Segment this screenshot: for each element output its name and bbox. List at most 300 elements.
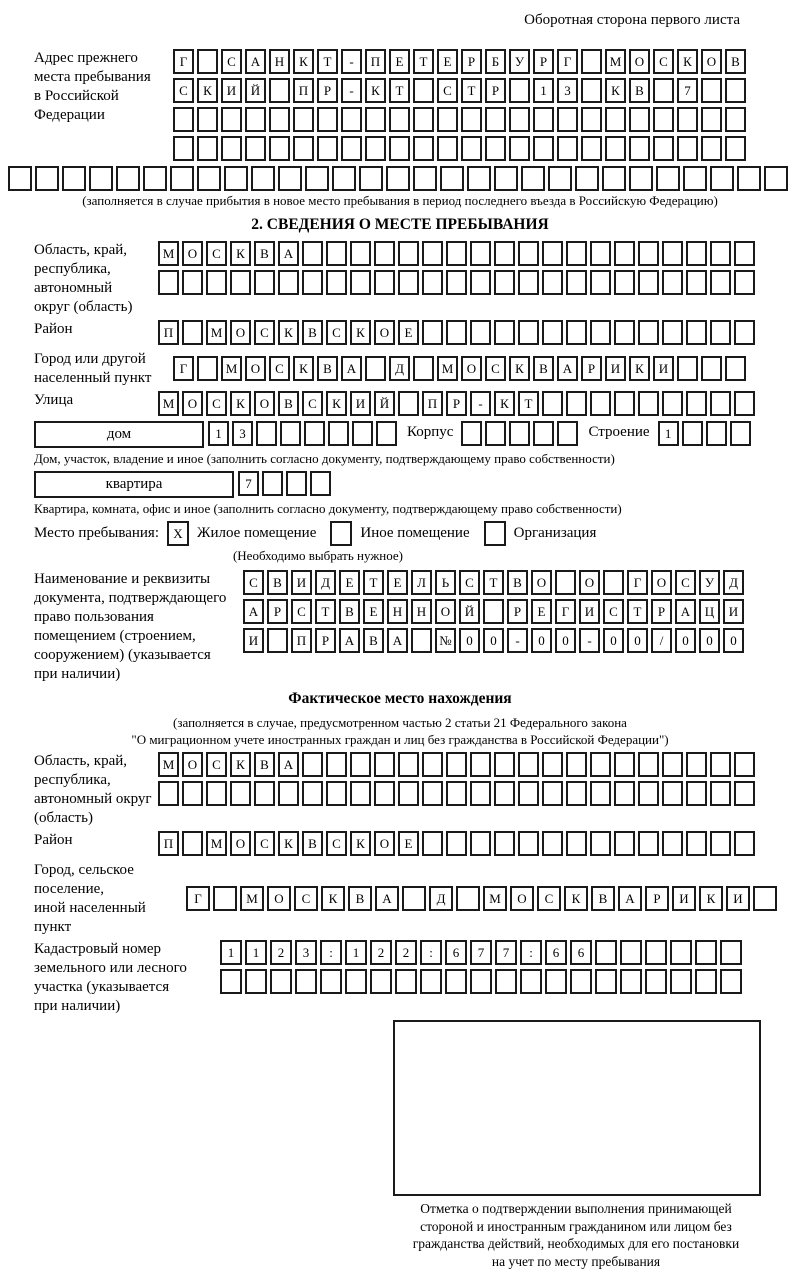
- char-cell[interactable]: 7: [470, 940, 492, 965]
- char-cell[interactable]: [420, 969, 442, 994]
- char-cell[interactable]: [494, 752, 515, 777]
- char-cell[interactable]: [518, 270, 539, 295]
- char-cell[interactable]: [182, 831, 203, 856]
- char-cell[interactable]: 0: [603, 628, 624, 653]
- char-cell[interactable]: [645, 940, 667, 965]
- char-cell[interactable]: [590, 752, 611, 777]
- char-cell[interactable]: [686, 752, 707, 777]
- char-cell[interactable]: [686, 781, 707, 806]
- char-cell[interactable]: [374, 241, 395, 266]
- char-cell[interactable]: [359, 166, 383, 191]
- char-cell[interactable]: [35, 166, 59, 191]
- char-cell[interactable]: С: [294, 886, 318, 911]
- char-cell[interactable]: [446, 270, 467, 295]
- char-cell[interactable]: Д: [429, 886, 453, 911]
- char-cell[interactable]: [422, 270, 443, 295]
- char-cell[interactable]: [662, 270, 683, 295]
- char-cell[interactable]: [302, 241, 323, 266]
- char-cell[interactable]: К: [494, 391, 515, 416]
- char-cell[interactable]: [413, 78, 434, 103]
- char-cell[interactable]: [440, 166, 464, 191]
- char-cell[interactable]: О: [182, 752, 203, 777]
- char-cell[interactable]: [317, 107, 338, 132]
- char-cell[interactable]: [326, 752, 347, 777]
- char-cell[interactable]: [213, 886, 237, 911]
- char-cell[interactable]: Е: [389, 49, 410, 74]
- char-cell[interactable]: Т: [627, 599, 648, 624]
- char-cell[interactable]: О: [182, 391, 203, 416]
- char-cell[interactable]: В: [339, 599, 360, 624]
- char-cell[interactable]: [753, 886, 777, 911]
- char-cell[interactable]: С: [537, 886, 561, 911]
- char-cell[interactable]: С: [485, 356, 506, 381]
- char-cell[interactable]: [581, 78, 602, 103]
- char-cell[interactable]: [350, 781, 371, 806]
- char-cell[interactable]: [350, 241, 371, 266]
- char-cell[interactable]: [590, 270, 611, 295]
- char-cell[interactable]: [422, 320, 443, 345]
- char-cell[interactable]: [701, 78, 722, 103]
- char-cell[interactable]: [461, 136, 482, 161]
- char-cell[interactable]: В: [591, 886, 615, 911]
- char-cell[interactable]: [542, 752, 563, 777]
- char-cell[interactable]: И: [243, 628, 264, 653]
- char-cell[interactable]: [710, 831, 731, 856]
- char-cell[interactable]: [398, 781, 419, 806]
- char-cell[interactable]: [710, 241, 731, 266]
- char-cell[interactable]: [270, 969, 292, 994]
- char-cell[interactable]: [317, 136, 338, 161]
- char-cell[interactable]: М: [240, 886, 264, 911]
- char-cell[interactable]: Р: [461, 49, 482, 74]
- char-cell[interactable]: [158, 781, 179, 806]
- char-cell[interactable]: [542, 831, 563, 856]
- char-cell[interactable]: [662, 391, 683, 416]
- char-cell[interactable]: А: [278, 241, 299, 266]
- char-cell[interactable]: [686, 320, 707, 345]
- char-cell[interactable]: -: [507, 628, 528, 653]
- char-cell[interactable]: 6: [545, 940, 567, 965]
- char-cell[interactable]: [286, 471, 307, 496]
- char-cell[interactable]: М: [605, 49, 626, 74]
- char-cell[interactable]: [720, 969, 742, 994]
- char-cell[interactable]: М: [158, 752, 179, 777]
- char-cell[interactable]: 0: [531, 628, 552, 653]
- char-cell[interactable]: 2: [270, 940, 292, 965]
- char-cell[interactable]: [446, 752, 467, 777]
- char-cell[interactable]: 6: [445, 940, 467, 965]
- char-cell[interactable]: [720, 940, 742, 965]
- char-cell[interactable]: [278, 781, 299, 806]
- char-cell[interactable]: [725, 78, 746, 103]
- char-cell[interactable]: Ц: [699, 599, 720, 624]
- char-cell[interactable]: [302, 781, 323, 806]
- char-cell[interactable]: [224, 166, 248, 191]
- char-cell[interactable]: [389, 107, 410, 132]
- char-cell[interactable]: [278, 166, 302, 191]
- char-cell[interactable]: И: [291, 570, 312, 595]
- char-cell[interactable]: :: [520, 940, 542, 965]
- char-cell[interactable]: Р: [581, 356, 602, 381]
- char-cell[interactable]: [470, 320, 491, 345]
- char-cell[interactable]: С: [326, 320, 347, 345]
- char-cell[interactable]: [734, 781, 755, 806]
- char-cell[interactable]: [470, 969, 492, 994]
- char-cell[interactable]: [413, 107, 434, 132]
- char-cell[interactable]: И: [221, 78, 242, 103]
- char-cell[interactable]: [143, 166, 167, 191]
- char-cell[interactable]: [629, 107, 650, 132]
- char-cell[interactable]: Г: [173, 356, 194, 381]
- char-cell[interactable]: К: [278, 831, 299, 856]
- char-cell[interactable]: К: [197, 78, 218, 103]
- char-cell[interactable]: [701, 356, 722, 381]
- char-cell[interactable]: [485, 136, 506, 161]
- checkbox-residential[interactable]: X: [167, 521, 189, 546]
- char-cell[interactable]: [545, 969, 567, 994]
- char-cell[interactable]: [230, 270, 251, 295]
- char-cell[interactable]: О: [510, 886, 534, 911]
- char-cell[interactable]: -: [470, 391, 491, 416]
- char-cell[interactable]: А: [245, 49, 266, 74]
- checkbox-other-premises[interactable]: [330, 521, 352, 546]
- char-cell[interactable]: [670, 940, 692, 965]
- char-cell[interactable]: П: [365, 49, 386, 74]
- char-cell[interactable]: [461, 107, 482, 132]
- char-cell[interactable]: [485, 421, 506, 446]
- char-cell[interactable]: [411, 628, 432, 653]
- char-cell[interactable]: П: [291, 628, 312, 653]
- char-cell[interactable]: [656, 166, 680, 191]
- char-cell[interactable]: [269, 107, 290, 132]
- char-cell[interactable]: [533, 107, 554, 132]
- char-cell[interactable]: Т: [461, 78, 482, 103]
- char-cell[interactable]: Д: [723, 570, 744, 595]
- char-cell[interactable]: В: [507, 570, 528, 595]
- char-cell[interactable]: [422, 781, 443, 806]
- char-cell[interactable]: [370, 969, 392, 994]
- char-cell[interactable]: С: [326, 831, 347, 856]
- char-cell[interactable]: [402, 886, 426, 911]
- char-cell[interactable]: [638, 320, 659, 345]
- char-cell[interactable]: Е: [339, 570, 360, 595]
- char-cell[interactable]: [701, 136, 722, 161]
- char-cell[interactable]: [710, 781, 731, 806]
- char-cell[interactable]: [509, 78, 530, 103]
- char-cell[interactable]: А: [375, 886, 399, 911]
- char-cell[interactable]: А: [675, 599, 696, 624]
- char-cell[interactable]: [662, 831, 683, 856]
- char-cell[interactable]: [302, 752, 323, 777]
- char-cell[interactable]: [686, 391, 707, 416]
- char-cell[interactable]: Т: [389, 78, 410, 103]
- char-cell[interactable]: А: [341, 356, 362, 381]
- char-cell[interactable]: [182, 270, 203, 295]
- char-cell[interactable]: 6: [570, 940, 592, 965]
- char-cell[interactable]: О: [629, 49, 650, 74]
- char-cell[interactable]: [603, 570, 624, 595]
- char-cell[interactable]: [62, 166, 86, 191]
- char-cell[interactable]: [605, 107, 626, 132]
- char-cell[interactable]: [278, 270, 299, 295]
- char-cell[interactable]: В: [278, 391, 299, 416]
- char-cell[interactable]: [614, 270, 635, 295]
- char-cell[interactable]: [620, 940, 642, 965]
- char-cell[interactable]: [581, 107, 602, 132]
- char-cell[interactable]: С: [243, 570, 264, 595]
- char-cell[interactable]: К: [230, 241, 251, 266]
- char-cell[interactable]: [320, 969, 342, 994]
- char-cell[interactable]: О: [461, 356, 482, 381]
- char-cell[interactable]: [413, 356, 434, 381]
- char-cell[interactable]: [509, 107, 530, 132]
- char-cell[interactable]: [725, 107, 746, 132]
- char-cell[interactable]: 0: [459, 628, 480, 653]
- char-cell[interactable]: [566, 391, 587, 416]
- char-cell[interactable]: О: [374, 320, 395, 345]
- char-cell[interactable]: Г: [173, 49, 194, 74]
- char-cell[interactable]: [386, 166, 410, 191]
- char-cell[interactable]: [395, 969, 417, 994]
- char-cell[interactable]: [662, 241, 683, 266]
- char-cell[interactable]: Р: [267, 599, 288, 624]
- char-cell[interactable]: В: [254, 752, 275, 777]
- char-cell[interactable]: [494, 166, 518, 191]
- char-cell[interactable]: [470, 241, 491, 266]
- char-cell[interactable]: /: [651, 628, 672, 653]
- char-cell[interactable]: С: [675, 570, 696, 595]
- char-cell[interactable]: [662, 752, 683, 777]
- char-cell[interactable]: -: [579, 628, 600, 653]
- char-cell[interactable]: [221, 136, 242, 161]
- char-cell[interactable]: 0: [555, 628, 576, 653]
- char-cell[interactable]: :: [320, 940, 342, 965]
- char-cell[interactable]: [197, 107, 218, 132]
- char-cell[interactable]: [494, 831, 515, 856]
- char-cell[interactable]: Е: [398, 831, 419, 856]
- char-cell[interactable]: М: [206, 320, 227, 345]
- char-cell[interactable]: [670, 969, 692, 994]
- char-cell[interactable]: -: [341, 49, 362, 74]
- char-cell[interactable]: 1: [220, 940, 242, 965]
- char-cell[interactable]: [326, 781, 347, 806]
- char-cell[interactable]: П: [293, 78, 314, 103]
- char-cell[interactable]: [350, 270, 371, 295]
- char-cell[interactable]: О: [267, 886, 291, 911]
- char-cell[interactable]: [590, 781, 611, 806]
- char-cell[interactable]: [683, 166, 707, 191]
- char-cell[interactable]: [461, 421, 482, 446]
- char-cell[interactable]: К: [326, 391, 347, 416]
- char-cell[interactable]: 3: [232, 421, 253, 446]
- char-cell[interactable]: Н: [269, 49, 290, 74]
- char-cell[interactable]: [764, 166, 788, 191]
- char-cell[interactable]: [267, 628, 288, 653]
- char-cell[interactable]: В: [317, 356, 338, 381]
- char-cell[interactable]: [590, 831, 611, 856]
- char-cell[interactable]: [332, 166, 356, 191]
- char-cell[interactable]: [518, 241, 539, 266]
- char-cell[interactable]: К: [629, 356, 650, 381]
- char-cell[interactable]: [413, 166, 437, 191]
- char-cell[interactable]: [614, 831, 635, 856]
- char-cell[interactable]: [570, 969, 592, 994]
- char-cell[interactable]: М: [437, 356, 458, 381]
- char-cell[interactable]: [374, 270, 395, 295]
- char-cell[interactable]: [706, 421, 727, 446]
- char-cell[interactable]: Д: [389, 356, 410, 381]
- char-cell[interactable]: 3: [295, 940, 317, 965]
- char-cell[interactable]: С: [302, 391, 323, 416]
- char-cell[interactable]: [614, 781, 635, 806]
- char-cell[interactable]: [575, 166, 599, 191]
- char-cell[interactable]: [470, 270, 491, 295]
- char-cell[interactable]: [197, 136, 218, 161]
- char-cell[interactable]: [305, 166, 329, 191]
- char-cell[interactable]: [158, 270, 179, 295]
- char-cell[interactable]: [352, 421, 373, 446]
- char-cell[interactable]: О: [230, 831, 251, 856]
- char-cell[interactable]: [256, 421, 277, 446]
- char-cell[interactable]: С: [459, 570, 480, 595]
- char-cell[interactable]: О: [435, 599, 456, 624]
- char-cell[interactable]: [422, 752, 443, 777]
- char-cell[interactable]: [677, 356, 698, 381]
- char-cell[interactable]: [653, 107, 674, 132]
- char-cell[interactable]: Р: [533, 49, 554, 74]
- char-cell[interactable]: [446, 241, 467, 266]
- char-cell[interactable]: [269, 136, 290, 161]
- char-cell[interactable]: [89, 166, 113, 191]
- char-cell[interactable]: А: [387, 628, 408, 653]
- char-cell[interactable]: [566, 752, 587, 777]
- char-cell[interactable]: Н: [387, 599, 408, 624]
- char-cell[interactable]: [262, 471, 283, 496]
- char-cell[interactable]: 1: [345, 940, 367, 965]
- char-cell[interactable]: [566, 241, 587, 266]
- char-cell[interactable]: 1: [208, 421, 229, 446]
- char-cell[interactable]: Е: [437, 49, 458, 74]
- char-cell[interactable]: [555, 570, 576, 595]
- char-cell[interactable]: [629, 136, 650, 161]
- char-cell[interactable]: М: [158, 391, 179, 416]
- char-cell[interactable]: [638, 831, 659, 856]
- char-cell[interactable]: О: [651, 570, 672, 595]
- char-cell[interactable]: [566, 320, 587, 345]
- char-cell[interactable]: Р: [446, 391, 467, 416]
- char-cell[interactable]: [734, 320, 755, 345]
- char-cell[interactable]: 2: [395, 940, 417, 965]
- char-cell[interactable]: О: [182, 241, 203, 266]
- char-cell[interactable]: [590, 391, 611, 416]
- char-cell[interactable]: [542, 320, 563, 345]
- char-cell[interactable]: [542, 270, 563, 295]
- checkbox-organization[interactable]: [484, 521, 506, 546]
- char-cell[interactable]: Р: [485, 78, 506, 103]
- char-cell[interactable]: С: [653, 49, 674, 74]
- char-cell[interactable]: [254, 781, 275, 806]
- char-cell[interactable]: К: [293, 49, 314, 74]
- char-cell[interactable]: [686, 270, 707, 295]
- char-cell[interactable]: К: [699, 886, 723, 911]
- char-cell[interactable]: [734, 241, 755, 266]
- char-cell[interactable]: Т: [483, 570, 504, 595]
- char-cell[interactable]: [590, 320, 611, 345]
- char-cell[interactable]: [686, 831, 707, 856]
- char-cell[interactable]: [446, 831, 467, 856]
- char-cell[interactable]: И: [605, 356, 626, 381]
- char-cell[interactable]: [548, 166, 572, 191]
- char-cell[interactable]: С: [291, 599, 312, 624]
- char-cell[interactable]: [310, 471, 331, 496]
- char-cell[interactable]: [734, 831, 755, 856]
- char-cell[interactable]: Г: [186, 886, 210, 911]
- char-cell[interactable]: Т: [317, 49, 338, 74]
- char-cell[interactable]: [470, 831, 491, 856]
- char-cell[interactable]: :: [420, 940, 442, 965]
- char-cell[interactable]: [557, 107, 578, 132]
- char-cell[interactable]: С: [269, 356, 290, 381]
- char-cell[interactable]: С: [254, 320, 275, 345]
- char-cell[interactable]: Т: [315, 599, 336, 624]
- char-cell[interactable]: [581, 136, 602, 161]
- char-cell[interactable]: [365, 136, 386, 161]
- char-cell[interactable]: С: [173, 78, 194, 103]
- char-cell[interactable]: [206, 270, 227, 295]
- char-cell[interactable]: [437, 136, 458, 161]
- char-cell[interactable]: [116, 166, 140, 191]
- char-cell[interactable]: К: [509, 356, 530, 381]
- char-cell[interactable]: [245, 136, 266, 161]
- char-cell[interactable]: В: [629, 78, 650, 103]
- char-cell[interactable]: И: [653, 356, 674, 381]
- char-cell[interactable]: [695, 940, 717, 965]
- char-cell[interactable]: Т: [363, 570, 384, 595]
- char-cell[interactable]: [483, 599, 504, 624]
- char-cell[interactable]: 2: [370, 940, 392, 965]
- char-cell[interactable]: [566, 270, 587, 295]
- char-cell[interactable]: [280, 421, 301, 446]
- char-cell[interactable]: [518, 320, 539, 345]
- char-cell[interactable]: [595, 940, 617, 965]
- char-cell[interactable]: О: [230, 320, 251, 345]
- char-cell[interactable]: [677, 136, 698, 161]
- char-cell[interactable]: [206, 781, 227, 806]
- char-cell[interactable]: С: [603, 599, 624, 624]
- char-cell[interactable]: Б: [485, 49, 506, 74]
- char-cell[interactable]: К: [321, 886, 345, 911]
- char-cell[interactable]: [734, 752, 755, 777]
- char-cell[interactable]: [398, 270, 419, 295]
- char-cell[interactable]: [494, 320, 515, 345]
- char-cell[interactable]: [557, 421, 578, 446]
- char-cell[interactable]: [445, 969, 467, 994]
- char-cell[interactable]: 0: [627, 628, 648, 653]
- char-cell[interactable]: [302, 270, 323, 295]
- char-cell[interactable]: 1: [533, 78, 554, 103]
- char-cell[interactable]: [614, 241, 635, 266]
- char-cell[interactable]: [251, 166, 275, 191]
- char-cell[interactable]: К: [564, 886, 588, 911]
- char-cell[interactable]: Р: [317, 78, 338, 103]
- char-cell[interactable]: А: [339, 628, 360, 653]
- char-cell[interactable]: Й: [459, 599, 480, 624]
- char-cell[interactable]: И: [350, 391, 371, 416]
- char-cell[interactable]: [737, 166, 761, 191]
- char-cell[interactable]: Е: [363, 599, 384, 624]
- char-cell[interactable]: В: [302, 831, 323, 856]
- char-cell[interactable]: [245, 107, 266, 132]
